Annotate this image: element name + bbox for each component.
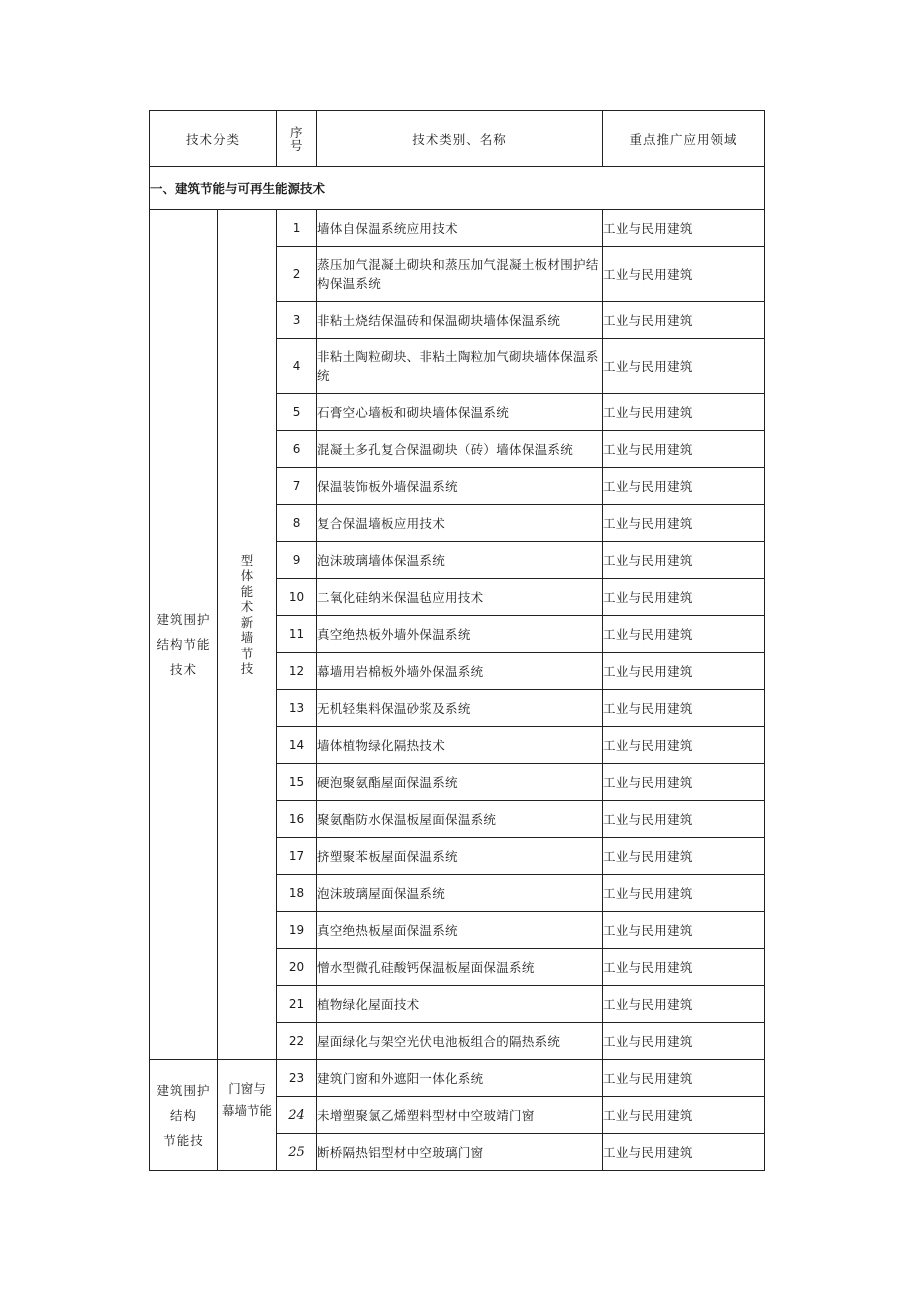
table-row — [150, 1060, 765, 1097]
field-cell: 工业与民用建筑 — [603, 247, 765, 302]
section-title: 一、建筑节能与可再生能源技术 — [150, 167, 765, 210]
name-cell: 石膏空心墙板和砌块墙体保温系统 — [317, 394, 603, 431]
category-line: 建筑围护 — [156, 1082, 211, 1098]
name-cell: 二氧化硅纳米保温毡应用技术 — [317, 579, 603, 616]
name-cell: 幕墙用岩棉板外墙外保温系统 — [317, 653, 603, 690]
seq-cell: 17 — [277, 838, 317, 875]
seq-cell: 11 — [277, 616, 317, 653]
seq-cell: 2 — [277, 247, 317, 302]
field-cell: 工业与民用建筑 — [603, 838, 765, 875]
field-cell: 工业与民用建筑 — [603, 339, 765, 394]
seq-cell: 7 — [277, 468, 317, 505]
field-cell: 工业与民用建筑 — [603, 579, 765, 616]
seq-cell: 22 — [277, 1023, 317, 1060]
name-cell: 非粘土烧结保温砖和保温砌块墙体保温系统 — [317, 302, 603, 339]
name-cell: 未增塑聚氯乙烯塑料型材中空玻靖门窗 — [317, 1097, 603, 1134]
category-line: 结构节能 — [156, 637, 211, 652]
field-cell: 工业与民用建筑 — [603, 801, 765, 838]
name-cell: 泡沫玻璃墙体保温系统 — [317, 542, 603, 579]
subcategory-cell — [218, 210, 277, 1060]
seq-cell: 16 — [277, 801, 317, 838]
seq-cell: 25 — [277, 1134, 317, 1171]
seq-cell: 23 — [277, 1060, 317, 1097]
seq-cell: 20 — [277, 949, 317, 986]
category-cell — [150, 210, 218, 1060]
name-cell: 复合保温墙板应用技术 — [317, 505, 603, 542]
header-row — [150, 111, 765, 167]
field-cell: 工业与民用建筑 — [603, 986, 765, 1023]
category-line: 技术 — [169, 662, 197, 677]
name-cell: 真空绝热板外墙外保温系统 — [317, 616, 603, 653]
seq-cell: 1 — [277, 210, 317, 247]
seq-cell: 9 — [277, 542, 317, 579]
field-cell: 工业与民用建筑 — [603, 690, 765, 727]
field-cell: 工业与民用建筑 — [603, 505, 765, 542]
name-cell: 墙体自保温系统应用技术 — [317, 210, 603, 247]
subcategory-line: 门窗与 — [228, 1081, 266, 1096]
header-field: 重点推广应用领域 — [603, 111, 765, 167]
table-body — [150, 111, 765, 1171]
subcategory-cell — [218, 1060, 277, 1171]
section-row — [150, 167, 765, 210]
name-cell: 植物绿化屋面技术 — [317, 986, 603, 1023]
seq-cell: 10 — [277, 579, 317, 616]
field-cell: 工业与民用建筑 — [603, 912, 765, 949]
field-cell: 工业与民用建筑 — [603, 764, 765, 801]
seq-cell: 19 — [277, 912, 317, 949]
header-seq — [277, 111, 317, 167]
name-cell: 无机轻集料保温砂浆及系统 — [317, 690, 603, 727]
name-cell: 憎水型微孔硅酸钙保温板屋面保温系统 — [317, 949, 603, 986]
subcategory-text: 型体能术新墙节技 — [240, 552, 254, 676]
field-cell: 工业与民用建筑 — [603, 616, 765, 653]
seq-cell: 4 — [277, 339, 317, 394]
field-cell: 工业与民用建筑 — [603, 653, 765, 690]
name-cell: 屋面绿化与架空光伏电池板组合的隔热系统 — [317, 1023, 603, 1060]
table-row — [150, 210, 765, 247]
field-cell: 工业与民用建筑 — [603, 394, 765, 431]
name-cell: 泡沫玻璃屋面保温系统 — [317, 875, 603, 912]
field-cell: 工业与民用建筑 — [603, 1134, 765, 1171]
seq-cell: 6 — [277, 431, 317, 468]
header-category: 技术分类 — [150, 111, 277, 167]
seq-cell: 18 — [277, 875, 317, 912]
field-cell: 工业与民用建筑 — [603, 727, 765, 764]
seq-cell: 13 — [277, 690, 317, 727]
name-cell: 建筑门窗和外遮阳一体化系统 — [317, 1060, 603, 1097]
field-cell: 工业与民用建筑 — [603, 949, 765, 986]
name-cell: 墙体植物绿化隔热技术 — [317, 727, 603, 764]
field-cell: 工业与民用建筑 — [603, 1060, 765, 1097]
header-name: 技术类别、名称 — [317, 111, 603, 167]
field-cell: 工业与民用建筑 — [603, 875, 765, 912]
name-cell: 蒸压加气混凝土砌块和蒸压加气混凝土板材围护结构保温系统 — [317, 247, 603, 302]
name-cell: 非粘土陶粒砌块、非粘土陶粒加气砌块墙体保温系统 — [317, 339, 603, 394]
category-line: 结构 — [169, 1107, 197, 1123]
name-cell: 断桥隔热铝型材中空玻璃门窗 — [317, 1134, 603, 1171]
name-cell: 聚氨酯防水保温板屋面保温系统 — [317, 801, 603, 838]
field-cell: 工业与民用建筑 — [603, 1097, 765, 1134]
field-cell: 工业与民用建筑 — [603, 1023, 765, 1060]
name-cell: 真空绝热板屋面保温系统 — [317, 912, 603, 949]
seq-cell: 3 — [277, 302, 317, 339]
field-cell: 工业与民用建筑 — [603, 210, 765, 247]
name-cell: 挤塑聚苯板屋面保温系统 — [317, 838, 603, 875]
subcategory-line: 幕墙节能 — [222, 1103, 273, 1118]
seq-cell: 14 — [277, 727, 317, 764]
name-cell: 硬泡聚氨酯屋面保温系统 — [317, 764, 603, 801]
seq-cell: 5 — [277, 394, 317, 431]
seq-cell: 12 — [277, 653, 317, 690]
seq-cell: 15 — [277, 764, 317, 801]
seq-cell: 24 — [277, 1097, 317, 1134]
field-cell: 工业与民用建筑 — [603, 431, 765, 468]
seq-cell: 8 — [277, 505, 317, 542]
name-cell: 混凝土多孔复合保温砌块（砖）墙体保温系统 — [317, 431, 603, 468]
seq-cell: 21 — [277, 986, 317, 1023]
technology-table — [149, 110, 765, 1171]
category-line: 节能技 — [163, 1132, 204, 1148]
field-cell: 工业与民用建筑 — [603, 542, 765, 579]
field-cell: 工业与民用建筑 — [603, 302, 765, 339]
header-seq-text: 序号 — [290, 124, 304, 153]
category-cell — [150, 1060, 218, 1171]
name-cell: 保温装饰板外墙保温系统 — [317, 468, 603, 505]
field-cell: 工业与民用建筑 — [603, 468, 765, 505]
category-line: 建筑围护 — [156, 612, 211, 627]
